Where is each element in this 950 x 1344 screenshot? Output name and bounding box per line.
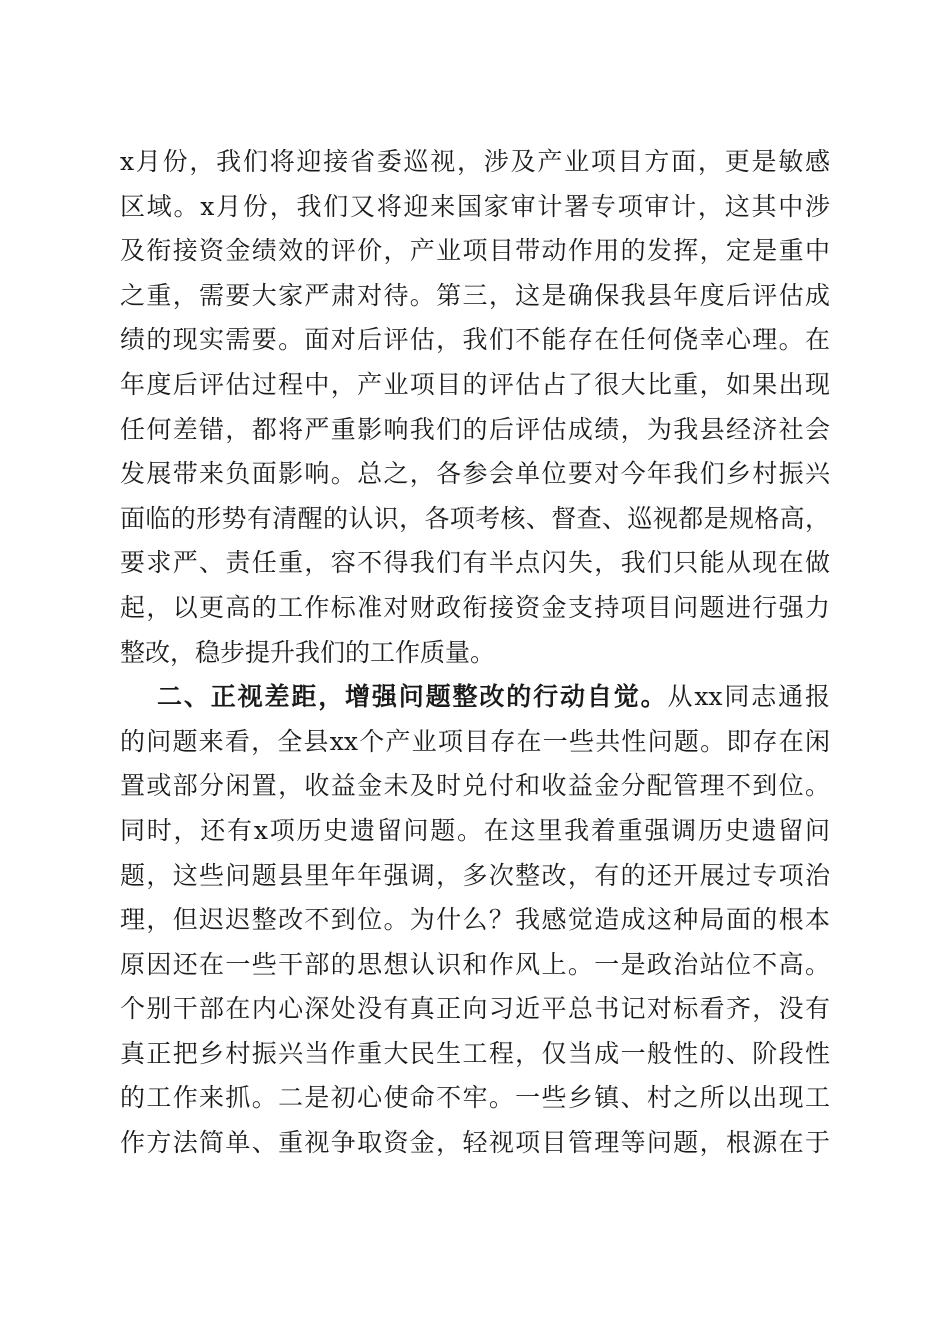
paragraph1-line-11: 起，以更高的工作标准对财政衔接资金支持项目问题进行强力: [120, 592, 830, 622]
paragraph2-line-8: 个别干部在内心深处没有真正向习近平总书记对标看齐，没有: [120, 994, 830, 1024]
document-body: [120, 140, 830, 1166]
paragraph2-line-11: 作方法简单、重视争取资金，轻视项目管理等问题，根源在于: [120, 1128, 830, 1158]
paragraph1-line-1: x月份，我们将迎接省委巡视，涉及产业项目方面，更是敏感: [120, 147, 830, 176]
paragraph2-line-2: 的问题来看，全县xx个产业项目存在一些共性问题。即存在闲: [120, 726, 830, 756]
paragraph1-line-7: 任何差错，都将严重影响我们的后评估成绩，为我县经济社会: [120, 414, 830, 444]
paragraph1-line-4: 之重，需要大家严肃对待。第三，这是确保我县年度后评估成: [120, 280, 830, 310]
section-heading: 二、正视差距，增强问题整改的行动自觉。: [157, 682, 668, 712]
paragraph1-line-8: 发展带来负面影响。总之，各参会单位要对今年我们乡村振兴: [120, 459, 830, 489]
paragraph1-line-10: 要求严、责任重，容不得我们有半点闪失，我们只能从现在做: [120, 548, 830, 578]
paragraph1-line-2: 区域。x月份，我们又将迎来国家审计署专项审计，这其中涉: [120, 191, 830, 221]
paragraph2-first-line-rest: 从xx同志通报: [667, 682, 830, 712]
paragraph1-line-6: 年度后评估过程中，产业项目的评估占了很大比重，如果出现: [120, 369, 830, 399]
paragraph2-line-4: 同时，还有x项历史遗留问题。在这里我着重强调历史遗留问: [120, 815, 830, 845]
paragraph1-line-9: 面临的形势有清醒的认识，各项考核、督查、巡视都是规格高，: [120, 503, 830, 533]
paragraph1-line-3: 及衔接资金绩效的评价，产业项目带动作用的发挥，定是重中: [120, 236, 830, 266]
paragraph2-line-9: 真正把乡村振兴当作重大民生工程，仅当成一般性的、阶段性: [120, 1038, 830, 1068]
paragraph1-line-5: 绩的现实需要。面对后评估，我们不能存在任何侥幸心理。在: [120, 325, 830, 355]
paragraph2-line-3: 置或部分闲置，收益金未及时兑付和收益金分配管理不到位。: [120, 771, 830, 801]
paragraph2-line-6: 理，但迟迟整改不到位。为什么？我感觉造成这种局面的根本: [120, 905, 830, 935]
paragraph2-line-10: 的工作来抓。二是初心使命不牢。一些乡镇、村之所以出现工: [120, 1083, 830, 1113]
paragraph1-line-12: 整改，稳步提升我们的工作质量。: [120, 637, 496, 667]
paragraph2-first-line: [120, 675, 830, 720]
paragraph2-line-5: 题，这些问题县里年年强调，多次整改，有的还开展过专项治: [120, 860, 830, 890]
paragraph2-line-7: 原因还在一些干部的思想认识和作风上。一是政治站位不高。: [120, 949, 830, 979]
